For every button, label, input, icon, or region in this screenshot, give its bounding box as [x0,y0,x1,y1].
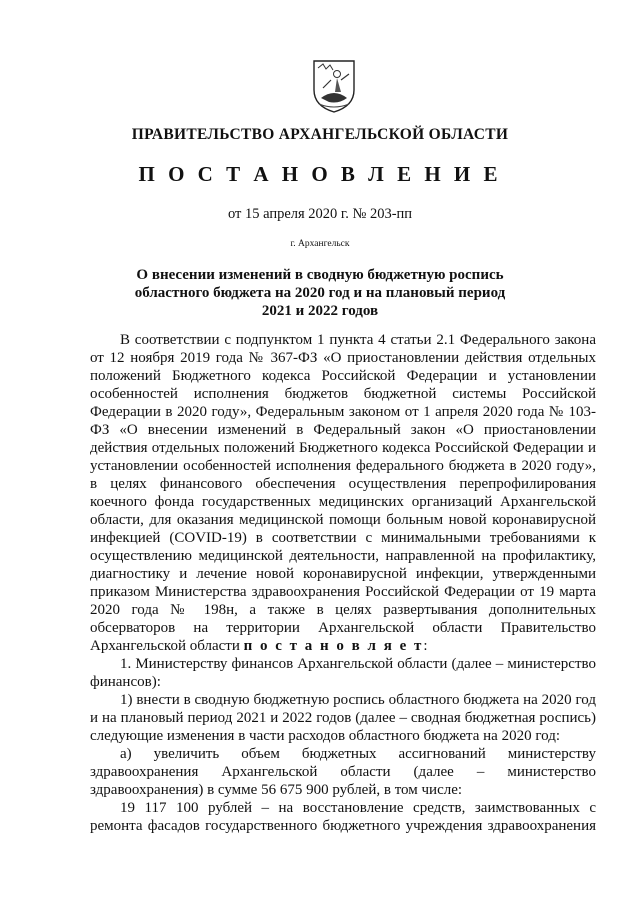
document-type: П О С Т А Н О В Л Е Н И Е [138,162,502,186]
item-1-1-a-paragraph: а) увеличить объем бюджетных ассигнований министерству здравоохранения Архангельской области (далее – министерство здравоохранения) в сумме 56 675 900 рублей, в том числе: [90,746,596,798]
preamble-paragraph [90,331,596,655]
decree-word: п о с т а н о в л я е т [243,638,424,654]
date-and-number: от 15 апреля 2020 г. № 203-пп [227,206,413,222]
item-1-paragraph: 1. Министерству финансов Архангельской области (далее – министерство финансов): [90,656,596,690]
decree-colon: : [423,638,428,654]
city: г. Архангельск [290,239,350,249]
preamble-text: В соответствии с подпунктом 1 пункта 4 статьи 2.1 Федерального закона от 12 ноября 2019 года № 367-ФЗ «О приостановлении действия отдельных положений Бюджетного кодекса Российской Федерации и установлении особенностей исполнения бюджетов бюджетной системы Российской Федерации в 2020 году», Федеральным законом от 1 апреля 2020 года № 103-ФЗ «О внесении изменений в Федеральный закон «О приостановлении действия отдельных положений Бюджетного кодекса Российской Федерации и установлении особенностей исполнения федерального бюджета в 2020 году», в целях финансового обеспечения осуществления перепрофилирования коечного фонда государственных медицинских организаций Архангельской области, для оказания медицинской помощи больным новой коронавирусной инфекцией (COVID-19) в соответствии с минимальными требованиями к осуществлению медицинской деятельности, направленной на профилактику, диагностику и лечение новой коронавирусной инфекции, утвержденными приказом Министерства здравоохранения Российской Федерации от 19 марта 2020 года № 198н, а также в целях развертывания дополнительных обсерваторов на территории Архангельской области Правительство Архангельской области [90,332,596,654]
government-name: ПРАВИТЕЛЬСТВО АРХАНГЕЛЬСКОЙ ОБЛАСТИ [131,126,509,143]
coat-of-arms-emblem-icon [311,58,357,114]
document-title [0,266,640,320]
item-1-1-paragraph: 1) внести в сводную бюджетную роспись областного бюджета на 2020 год и на плановый период 2021 и 2022 годов (далее – сводная бюджетная роспись) следующие изменения в части расходов областного бюджета на 2020 год: [90,692,596,744]
title-line: 2021 и 2022 годов [261,303,379,319]
title-line: областного бюджета на 2020 год и на плановый период [134,285,506,301]
document-body [90,331,596,835]
amount-paragraph: 19 117 100 рублей – на восстановление средств, заимствованных с ремонта фасадов государственного бюджетного учреждения здравоохранения [90,800,596,834]
title-line: О внесении изменений в сводную бюджетную роспись [136,267,504,283]
